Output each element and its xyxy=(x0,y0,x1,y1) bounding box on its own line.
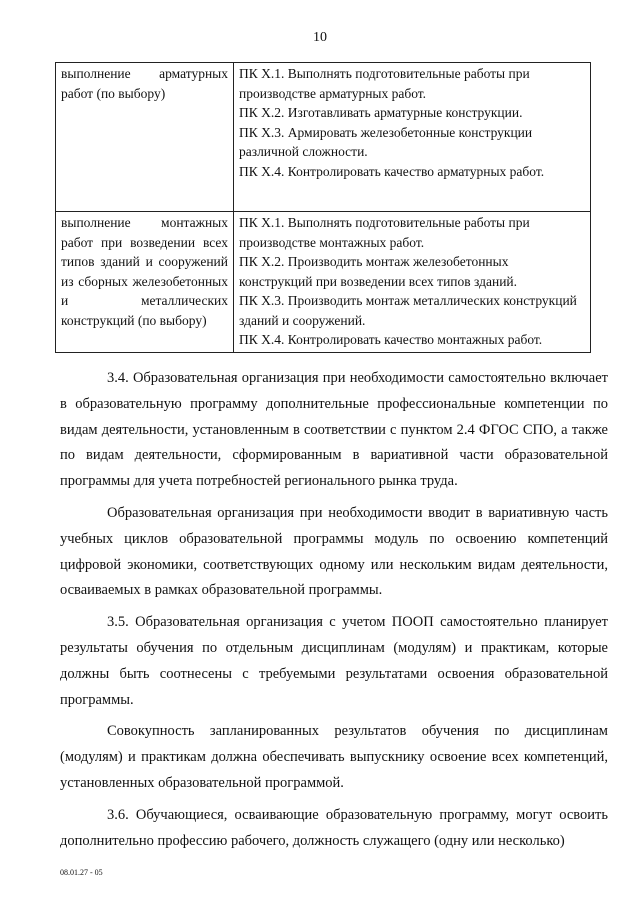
activity-cell: выполнение монтажных работ при возведении всех типов зданий и сооружений из сборных железобетонных и металлических конструкций (по выбору) xyxy=(56,212,234,353)
paragraph: 3.4. Образовательная организация при необходимости самостоятельно включает в образовательную программу дополнительные профессиональные компетенции по видам деятельности, установленным в соответствии с пунктом 2.4 ФГОС СПО, а также по видам деятельности, сформированным в вариативной части образовательной программы для учета потребностей регионального рынка труда. xyxy=(60,370,608,490)
competency-item: ПК Х.2. Производить монтаж железобетонных конструкций при возведении всех типов зданий. xyxy=(239,254,518,289)
page-number: 10 xyxy=(313,30,327,45)
competency-item: ПК Х.4. Контролировать качество арматурных работ. xyxy=(239,163,545,179)
competencies-cell xyxy=(234,63,591,212)
table-row xyxy=(56,63,591,212)
competency-item: ПК Х.4. Контролировать качество монтажных работ. xyxy=(239,332,543,347)
paragraph: 3.5. Образовательная организация с учетом ПООП самостоятельно планирует результаты обучения по отдельным дисциплинам (модулям) и практикам, которые должны быть соотнесены с требуемыми результатами освоения образовательной программы. xyxy=(60,614,608,708)
activity-cell: выполнение арматурных работ (по выбору) xyxy=(56,63,234,212)
footer-code: 08.01.27 - 05 xyxy=(60,868,103,877)
competencies-cell xyxy=(234,212,591,353)
table-row xyxy=(56,212,591,353)
body-text xyxy=(60,366,608,860)
competency-table xyxy=(55,62,591,353)
competency-item: ПК Х.3. Армировать железобетонные конструкции различной сложности. xyxy=(239,124,533,159)
competency-item: ПК Х.3. Производить монтаж металлических конструкций зданий и сооружений. xyxy=(239,293,577,328)
paragraph: Образовательная организация при необходимости вводит в вариативную часть учебных циклов образовательной программы модуль по освоению компетенций цифровой экономики, соответствующих одному или нескольким видам деятельности, осваиваемых в рамках образовательной программы. xyxy=(60,504,608,599)
paragraph: Совокупность запланированных результатов обучения по дисциплинам (модулям) и практикам должна обеспечивать выпускнику освоение всех компетенций, установленных образовательной программой. xyxy=(60,723,608,791)
competency-item: ПК Х.2. Изготавливать арматурные конструкции. xyxy=(239,105,523,120)
competency-item: ПК Х.1. Выполнять подготовительные работы при производстве арматурных работ. xyxy=(239,66,530,101)
competency-item: ПК Х.1. Выполнять подготовительные работы при производстве монтажных работ. xyxy=(239,215,530,250)
paragraph: 3.6. Обучающиеся, осваивающие образовательную программу, могут освоить дополнительно профессию рабочего, должность служащего (одну или несколько) xyxy=(60,806,608,849)
